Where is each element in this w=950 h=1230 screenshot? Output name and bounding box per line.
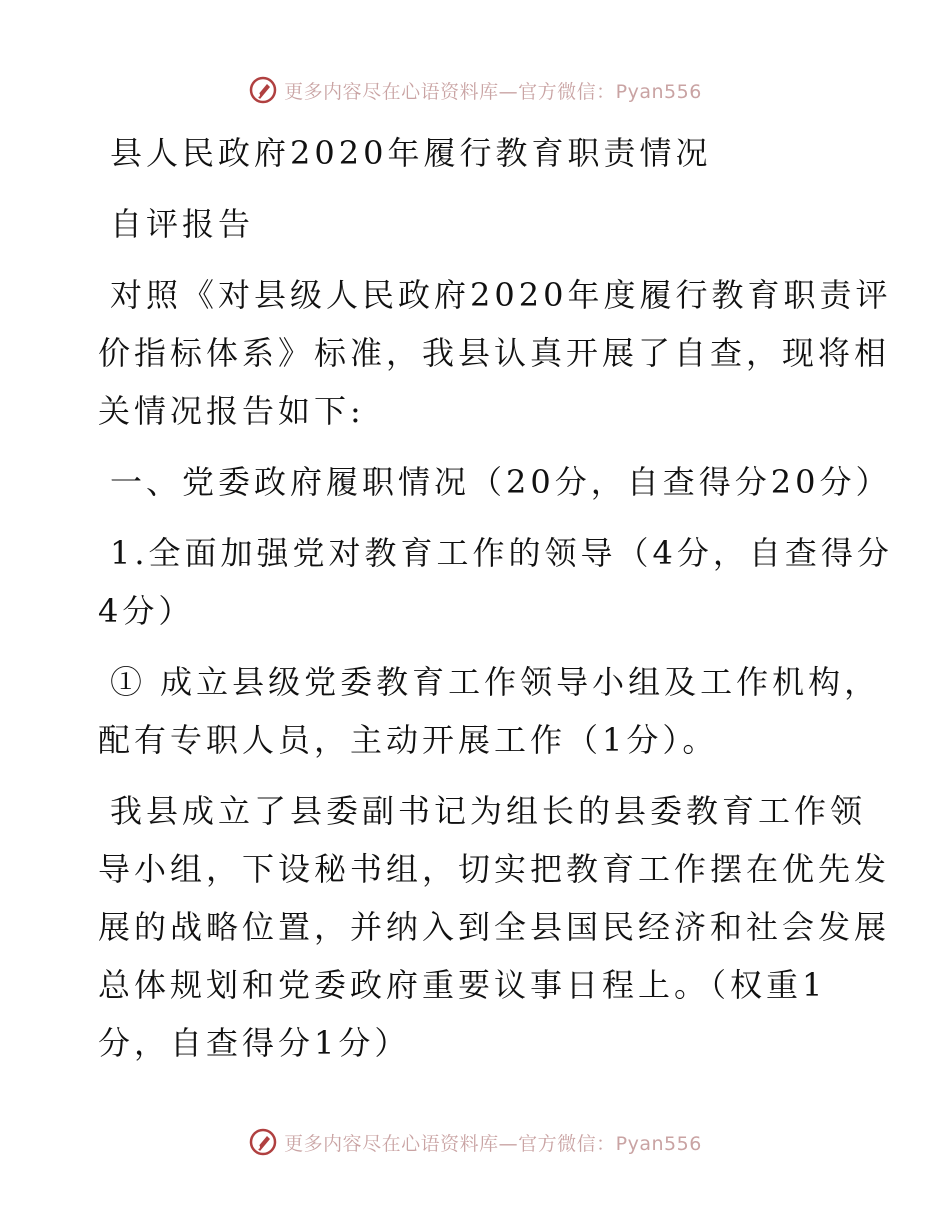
- item-line: 1.全面加强党对教育工作的领导（4分，自查得分: [110, 534, 893, 572]
- intro-line: 价指标体系》标准，我县认真开展了自查，现将相: [98, 334, 891, 372]
- item-line: 4分）: [98, 592, 195, 630]
- watermark-id: Pyan556: [615, 80, 702, 103]
- document-body: [98, 124, 893, 1072]
- section-heading-1: 一、党委政府履职情况（20分，自查得分20分）: [110, 463, 892, 501]
- body-paragraph-1: [98, 782, 891, 1072]
- body-line: 分，自查得分1分）: [98, 1024, 411, 1062]
- body-line: 展的战略位置，并纳入到全县国民经济和社会发展: [98, 908, 891, 946]
- title-line-2: 自评报告: [110, 205, 255, 243]
- watermark-header: [0, 72, 950, 108]
- pen-nib-circle-icon: [248, 1127, 278, 1157]
- watermark-id: Pyan556: [615, 1132, 702, 1155]
- sub-item-line: 配有专职人员，主动开展工作（1分）。: [98, 721, 719, 759]
- intro-line: 关情况报告如下:: [98, 392, 365, 430]
- watermark-footer: [0, 1124, 950, 1160]
- sub-item-line: ① 成立县级党委教育工作领导小组及工作机构，: [110, 663, 881, 701]
- body-line: 导小组，下设秘书组，切实把教育工作摆在优先发: [98, 850, 891, 888]
- watermark-text: 更多内容尽在心语资料库—官方微信：Pyan556: [284, 1132, 702, 1155]
- body-line: 总体规划和党委政府重要议事日程上。（权重1: [98, 966, 827, 1004]
- sub-item-1: [98, 653, 881, 769]
- body-line: 我县成立了县委副书记为组长的县委教育工作领: [110, 792, 867, 830]
- pen-nib-circle-icon: [248, 75, 278, 105]
- intro-paragraph: [98, 266, 892, 440]
- intro-line: 对照《对县级人民政府2020年度履行教育职责评: [110, 276, 892, 314]
- watermark-text: 更多内容尽在心语资料库—官方微信：Pyan556: [284, 80, 702, 103]
- item-heading-1: [98, 524, 893, 640]
- title-line-1: 县人民政府2020年履行教育职责情况: [110, 134, 712, 172]
